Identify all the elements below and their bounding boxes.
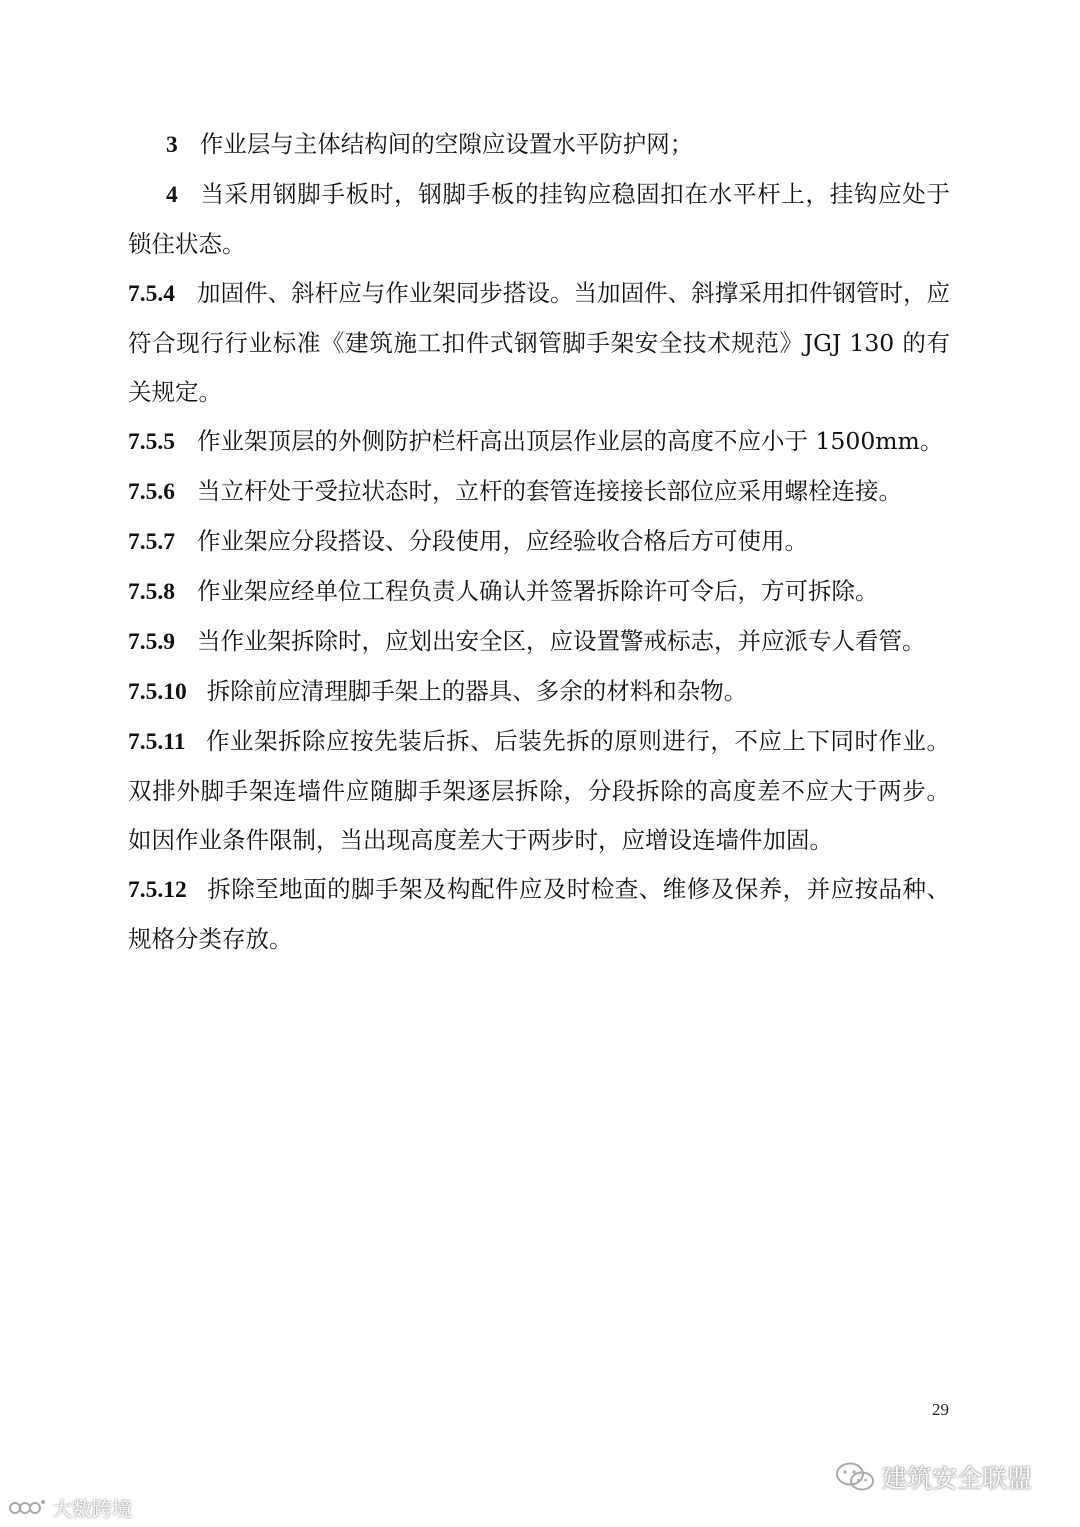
clause-7-5-11 (128, 717, 950, 865)
clause-7-5-12 (128, 865, 950, 964)
clause-text: 当作业架拆除时，应划出安全区，应设置警戒标志，并应派专人看管。 (197, 627, 926, 655)
ai-logo-icon (8, 1496, 48, 1518)
watermark-wechat (834, 1455, 1032, 1499)
clause-7-5-7 (128, 517, 950, 567)
clause-text: 加固件、斜杆应与作业架同步搭设。当加固件、斜撑采用扣件钢管时，应符合现行行业标准《建筑施工扣件式钢管脚手架安全技术规范》JGJ 130 的有关规定。 (128, 279, 950, 406)
clause-number: 7.5.10 (128, 679, 187, 705)
clause-text: 当立杆处于受拉状态时，立杆的套管连接接长部位应采用螺栓连接。 (197, 477, 902, 505)
clause-number: 7.5.8 (128, 579, 175, 605)
paragraph-item-3 (128, 120, 950, 170)
clause-7-5-6 (128, 467, 950, 517)
clause-7-5-8 (128, 567, 950, 617)
clause-number: 7.5.7 (128, 529, 175, 555)
watermark-text: 建筑安全联盟 (882, 1464, 1033, 1493)
clause-text: 作业架拆除应按先装后拆、后装先拆的原则进行，不应上下同时作业。双排外脚手架连墙件应随脚手架逐层拆除，分段拆除的高度差不应大于两步。如因作业条件限制，当出现高度差大于两步时，应增设连墙件加固。 (128, 727, 950, 854)
paragraph-text: 作业层与主体结构间的空隙应设置水平防护网； (199, 130, 694, 158)
clause-number: 7.5.11 (128, 729, 186, 755)
page-number: 29 (932, 1400, 949, 1419)
clause-number: 7.5.9 (128, 629, 175, 655)
clause-text: 作业架应经单位工程负责人确认并签署拆除许可令后，方可拆除。 (197, 577, 879, 605)
paragraph-item-4 (128, 170, 950, 269)
wechat-icon (834, 1460, 876, 1494)
clause-text: 作业架应分段搭设、分段使用，应经验收合格后方可使用。 (197, 527, 808, 555)
clause-text: 拆除前应清理脚手架上的器具、多余的材料和杂物。 (206, 677, 748, 705)
watermark-text: 大数跨境 (52, 1496, 132, 1521)
item-number: 3 (166, 132, 178, 158)
clause-number: 7.5.12 (128, 877, 187, 903)
clause-number: 7.5.5 (128, 429, 175, 455)
clause-7-5-4 (128, 269, 950, 417)
document-body (128, 120, 950, 964)
clause-number: 7.5.6 (128, 479, 175, 505)
clause-7-5-10 (128, 667, 950, 717)
clause-number: 7.5.4 (128, 281, 175, 307)
clause-text: 拆除至地面的脚手架及构配件应及时检查、维修及保养，并应按品种、规格分类存放。 (128, 875, 950, 953)
paragraph-text: 当采用钢脚手板时，钢脚手板的挂钩应稳固扣在水平杆上，挂钩应处于锁住状态。 (128, 180, 950, 258)
clause-7-5-9 (128, 617, 950, 667)
clause-7-5-5 (128, 417, 950, 467)
item-number: 4 (166, 182, 178, 208)
clause-text: 作业架顶层的外侧防护栏杆高出顶层作业层的高度不应小于 1500mm。 (197, 427, 944, 455)
watermark-brand (8, 1492, 132, 1522)
